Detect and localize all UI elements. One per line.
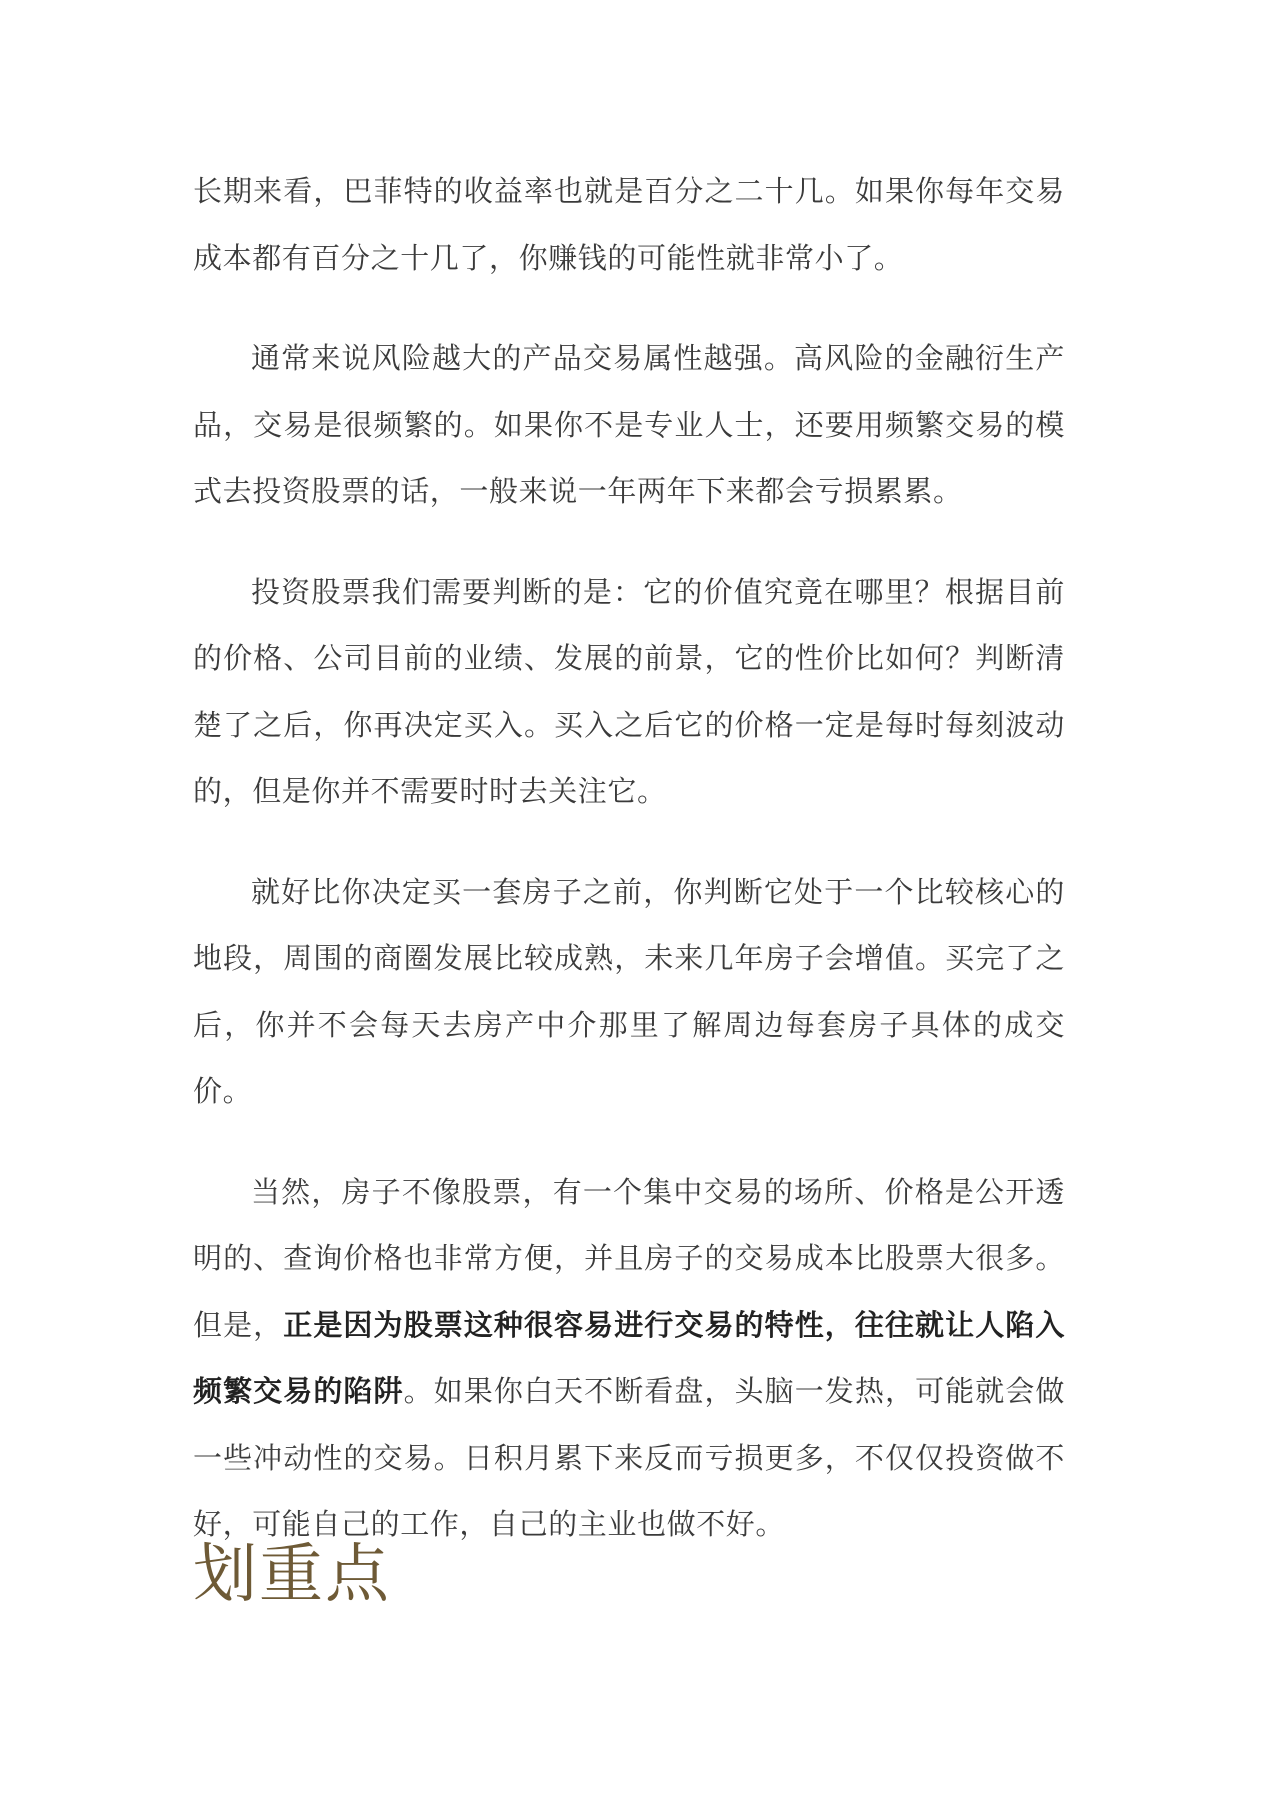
paragraph-gap — [193, 291, 1065, 325]
section-heading: 划重点 — [193, 1538, 391, 1612]
article-body — [193, 158, 1065, 1558]
paragraph-4: 就好比你决定买一套房子之前，你判断它处于一个比较核心的地段，周围的商圈发展比较成熟，未来几年房子会增值。买完了之后，你并不会每天去房产中介那里了解周边每套房子具体的成交价。 — [193, 874, 1065, 1108]
paragraph-gap — [193, 1125, 1065, 1159]
paragraph-2: 通常来说风险越大的产品交易属性越强。高风险的金融衍生产品，交易是很频繁的。如果你不是专业人士，还要用频繁交易的模式去投资股票的话，一般来说一年两年下来都会亏损累累。 — [193, 341, 1065, 508]
paragraph-5-text-before: 当然，房子不像股票，有一个集中交易的场所、价格是公开透明的、查询价格也非常方便，并且房子的交易成本比股票大很多。但是， — [193, 1174, 1065, 1342]
paragraph-1: 长期来看，巴菲特的收益率也就是百分之二十几。如果你每年交易成本都有百分之十几了，你赚钱的可能性就非常小了。 — [193, 174, 1065, 275]
paragraph-gap — [193, 825, 1065, 859]
paragraph-gap — [193, 525, 1065, 559]
paragraph-5-emphasis: 正是因为股票这种很容易进行交易的特性，往往就让人陷入频繁交易的陷阱 — [193, 1307, 1065, 1408]
paragraph-3: 投资股票我们需要判断的是：它的价值究竟在哪里？根据目前的价格、公司目前的业绩、发展的前景，它的性价比如何？判断清楚了之后，你再决定买入。买入之后它的价格一定是每时每刻波动的，但是你并不需要时时去关注它。 — [193, 574, 1065, 808]
paragraph-5-text-after: 。如果你白天不断看盘，头脑一发热，可能就会做一些冲动性的交易。日积月累下来反而亏损更多，不仅仅投资做不好，可能自己的工作，自己的主业也做不好。 — [193, 1374, 1066, 1541]
paragraph-5 — [193, 1159, 1065, 1558]
